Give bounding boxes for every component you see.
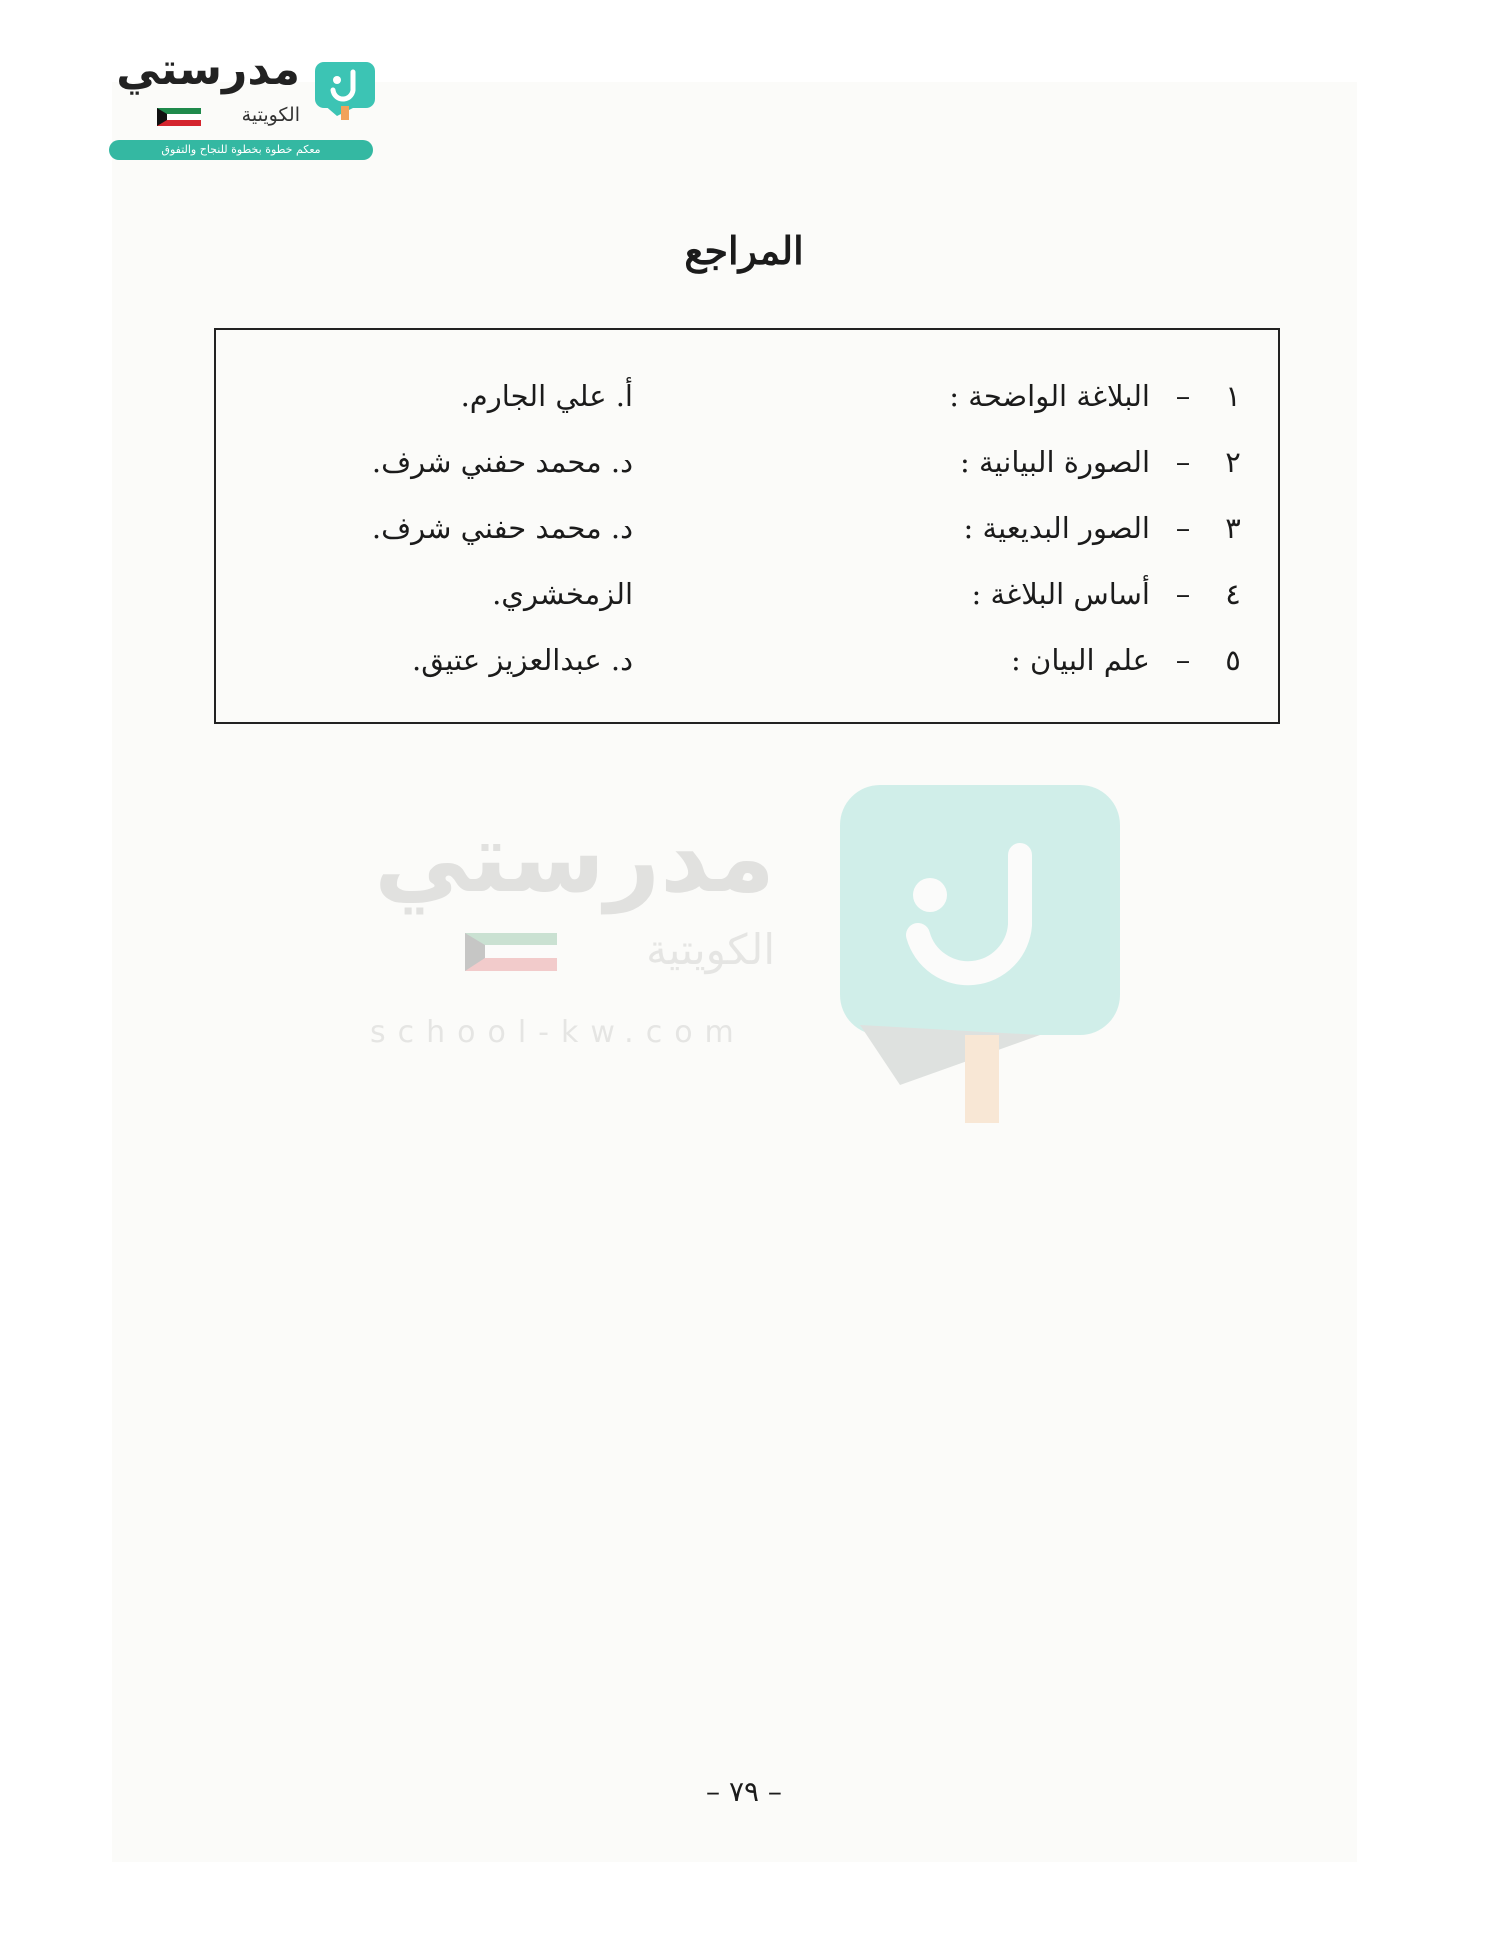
reference-dash: – [1175,445,1191,479]
reference-number: ٤ [1225,577,1241,611]
reference-number: ٥ [1225,643,1241,677]
reference-dash: – [1175,577,1191,611]
watermark-name: مدرستي [374,802,775,914]
reference-row [216,632,1278,688]
watermark [360,785,1120,1125]
page-number: – ٧٩ – [706,1775,782,1808]
reference-dash: – [1175,643,1191,677]
reference-author: الزمخشري. [492,577,633,611]
reference-author: د. محمد حفني شرف. [371,445,633,479]
reference-dash: – [1175,379,1191,413]
reference-number: ١ [1225,379,1241,413]
logo-subtitle: الكويتية [241,104,300,126]
kuwait-flag-icon [157,108,201,126]
watermark-flag-icon [465,933,557,971]
reference-row [216,434,1278,490]
smile-book-icon [313,60,377,120]
reference-title: الصور البديعية : [963,511,1150,545]
reference-author: د. عبدالعزيز عتيق. [411,643,633,677]
reference-author: د. محمد حفني شرف. [371,511,633,545]
reference-title: البلاغة الواضحة : [949,379,1150,413]
reference-row [216,500,1278,556]
reference-title: أساس البلاغة : [971,577,1150,611]
reference-row [216,368,1278,424]
watermark-subtitle: الكويتية [646,925,775,974]
watermark-url: school-kw.com [370,1015,746,1050]
reference-number: ٣ [1225,511,1241,545]
page-title: المراجع [684,228,804,273]
references-box [214,328,1280,724]
site-logo[interactable] [105,44,380,168]
reference-title: الصورة البيانية : [959,445,1150,479]
logo-name: مدرستي [116,44,300,95]
watermark-badge-icon [810,785,1120,1125]
reference-number: ٢ [1225,445,1241,479]
logo-tagline: معكم خطوة بخطوة للنجاح والتفوق [109,140,373,160]
reference-author: أ. علي الجارم. [460,379,633,413]
reference-dash: – [1175,511,1191,545]
reference-row [216,566,1278,622]
reference-title: علم البيان : [1011,643,1150,677]
